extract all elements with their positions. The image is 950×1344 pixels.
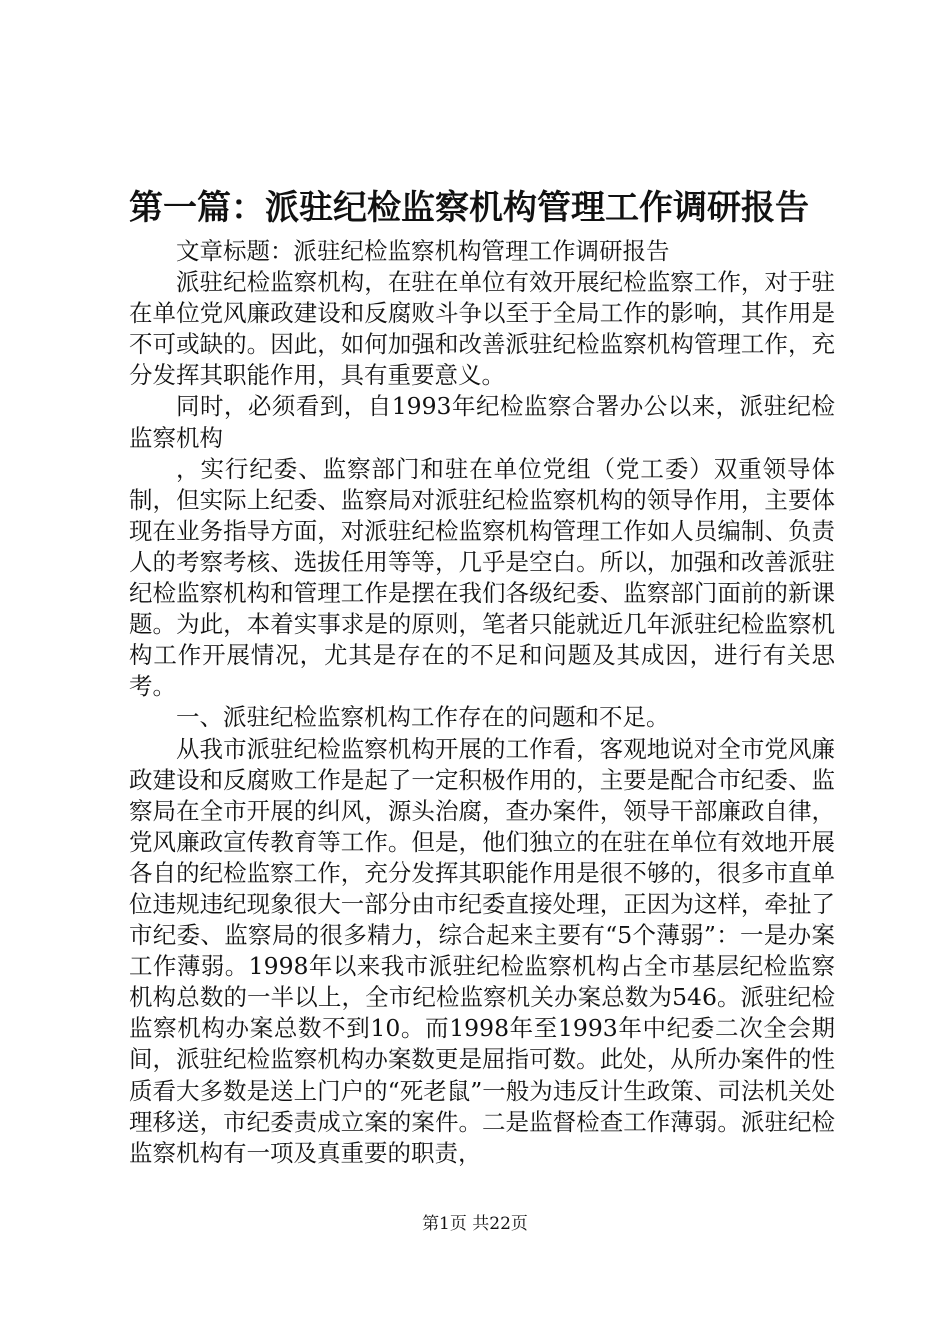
- paragraph-problems-detail: 从我市派驻纪检监察机构开展的工作看，客观地说对全市党风廉政建设和反腐败工作是起了一定积极作用的，主要是配合市纪委、监察局在全市开展的纠风，源头治腐，查办案件，领导干部廉政自律，党风廉政宣传教育等工作。但是，他们独立的在驻在单位有效地开展各自的纪检监察工作，充分发挥其职能作用是很不够的，很多市直单位违规违纪现象很大一部分由市纪委直接处理，正因为这样，牵扯了市纪委、监察局的很多精力，综合起来主要有“5个薄弱”：一是办案工作薄弱。1998年以来我市派驻纪检监察机构占全市基层纪检监察机构总数的一半以上，全市纪检监察机关办案总数为546。派驻纪检监察机构办案总数不到10。而1998年至1993年中纪委二次全会期间，派驻纪检监察机构办案数更是屈指可数。此处，从所办案件的性质看大多数是送上门户的“死老鼠”一般为违反计生政策、司法机关处理移送，市纪委责成立案的案件。二是监督检查工作薄弱。派驻纪检监察机构有一项及真重要的职责，: [129, 734, 835, 1167]
- page-footer: 第1页 共22页: [422, 1214, 528, 1234]
- paragraph-intro: 派驻纪检监察机构，在驻在单位有效开展纪检监察工作，对于驻在单位党风廉政建设和反腐败斗争以至于全局工作的影响，其作用是不可或缺的。因此，如何加强和改善派驻纪检监察机构管理工作，充分发挥其职能作用，具有重要意义。: [129, 268, 835, 390]
- paragraph-article-title: 文章标题：派驻纪检监察机构管理工作调研报告: [176, 237, 670, 265]
- paragraph-since-1993: 同时，必须看到，自1993年纪检监察合署办公以来，派驻纪检监察机构: [129, 392, 835, 452]
- section-heading-problems: 一、派驻纪检监察机构工作存在的问题和不足。: [176, 703, 670, 732]
- document-body: [129, 236, 835, 1169]
- document-title: 第一篇：派驻纪检监察机构管理工作调研报告: [129, 188, 809, 228]
- paragraph-dual-leadership: ，实行纪委、监察部门和驻在单位党组（党工委）双重领导体制，但实际上纪委、监察局对派驻纪检监察机构的领导作用，主要体现在业务指导方面，对派驻纪检监察机构管理工作如人员编制、负责人的考察考核、选拔任用等等，几乎是空白。所以，加强和改善派驻纪检监察机构和管理工作是摆在我们各级纪委、监察部门面前的新课题。为此，本着实事求是的原则，笔者只能就近几年派驻纪检监察机构工作开展情况，尤其是存在的不足和问题及其成因，进行有关思考。: [129, 454, 835, 701]
